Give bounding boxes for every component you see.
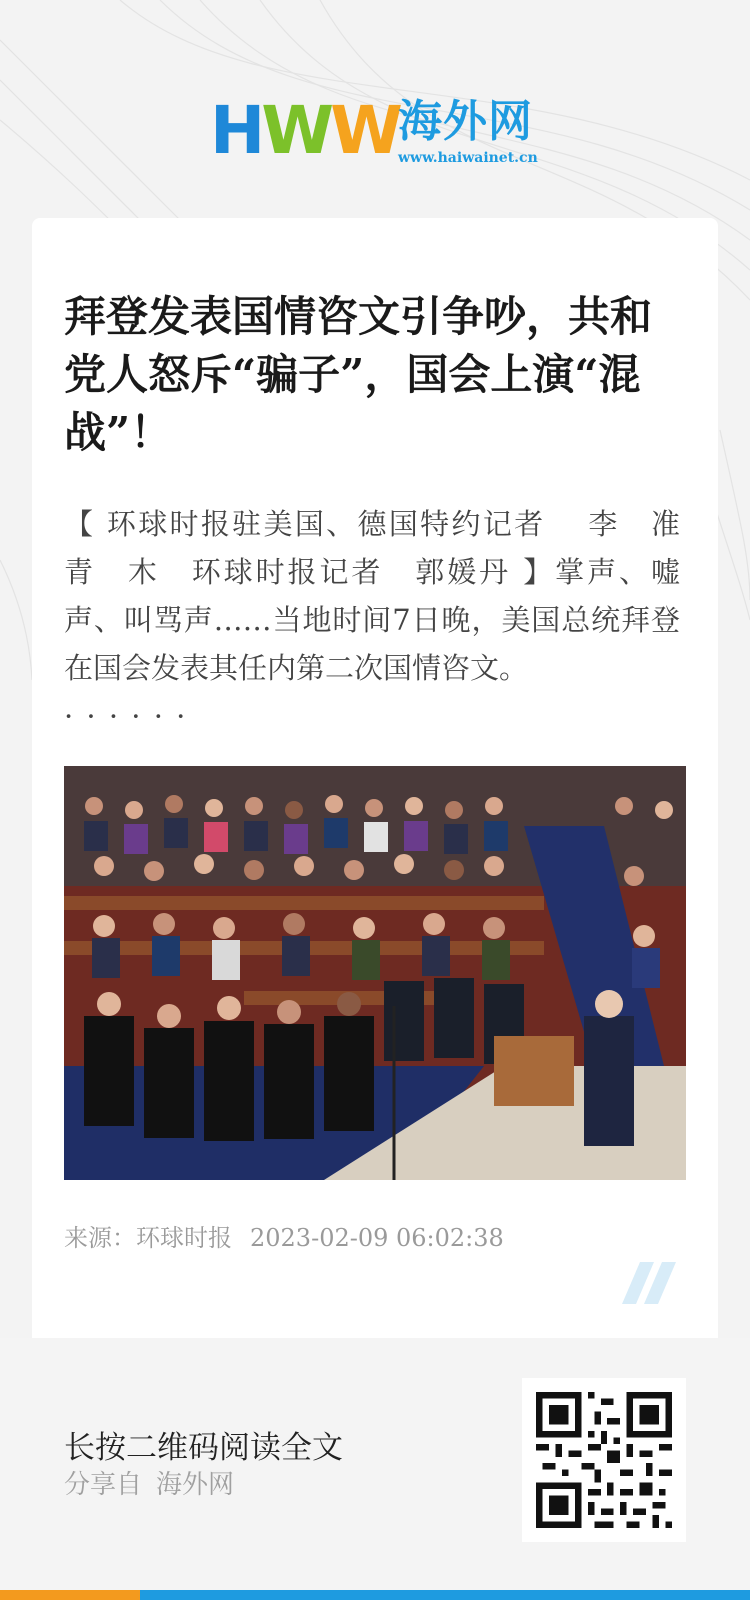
logo-letter-w1: W [261, 92, 331, 169]
share-source [64, 1464, 234, 1501]
share-footer [0, 1338, 750, 1590]
qr-code-pattern [536, 1392, 672, 1528]
article-title: 拜登发表国情咨文引争吵，共和党人怒斥“骗子”，国会上演“混战”！ [64, 292, 653, 457]
article-source: 来源：环球时报 [64, 1224, 232, 1252]
double-slash-decoration-icon [620, 1258, 680, 1308]
logo-url: www.haiwainet.cn [398, 150, 538, 166]
article-meta [64, 1218, 504, 1253]
article-datetime: 2023-02-09 06:02:38 [250, 1224, 504, 1252]
haiwainet-logo [210, 92, 540, 170]
logo-letter-h: H [210, 92, 262, 169]
summary-text: 【 环球时报驻美国、德国特约记者 李 准 青 木 环球时报记者 郭媛丹 】掌声、嘘声、叫骂声……当地时间7日晚，美国总统拜登在国会发表其任内第二次国情咨文。 [64, 507, 710, 685]
logo-letter-w2: W [330, 92, 399, 169]
bottom-brand-bar [0, 1590, 750, 1600]
photo-illustration [64, 766, 686, 1180]
summary-ellipsis: · · · · · · [64, 699, 188, 733]
logo-name: 海外网 [398, 96, 533, 147]
share-prefix: 分享自 [64, 1470, 143, 1500]
qr-code-icon[interactable] [522, 1378, 686, 1542]
article-card[interactable] [32, 218, 718, 1338]
article-photo [64, 766, 686, 1180]
bottom-bar-orange-segment [0, 1590, 140, 1600]
logo-letters [210, 92, 399, 169]
article-summary [64, 500, 710, 740]
share-site: 海外网 [156, 1470, 235, 1500]
read-full-text-prompt: 长按二维码阅读全文 [64, 1430, 343, 1466]
